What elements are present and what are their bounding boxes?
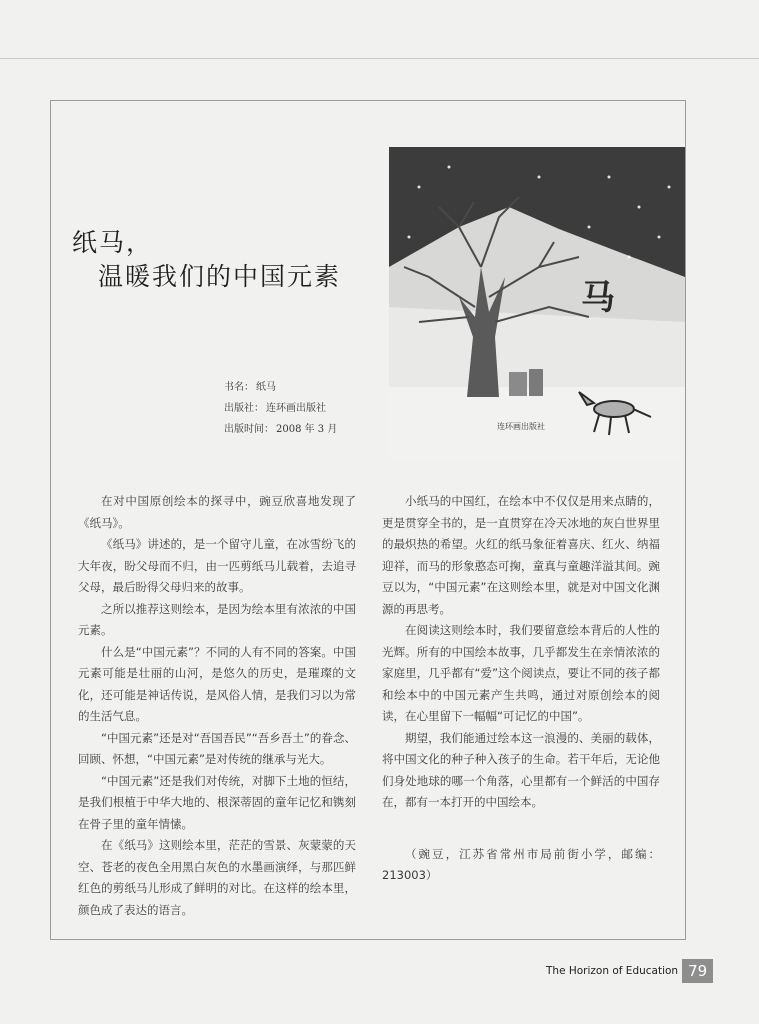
- book-info-label: 出版时间：: [224, 424, 274, 435]
- page-footer: [546, 957, 713, 984]
- book-info-row: [224, 419, 337, 440]
- body-column-right: [382, 491, 660, 887]
- book-cover-image: [389, 147, 685, 461]
- book-info-value: 纸马: [256, 382, 276, 393]
- cover-title: 马: [581, 278, 615, 318]
- book-info-value: 2008 年 3 月: [276, 424, 338, 435]
- paragraph: “中国元素”还是对“吾国吾民”“吾乡吾土”的眷念、回顾、怀想，“中国元素”是对传统的继承与光大。: [78, 730, 356, 766]
- paragraph: 在《纸马》这则绘本里，茫茫的雪景、灰蒙蒙的天空、苍老的夜色全用黑白灰色的水墨画演绎，与那匹鲜红色的剪纸马儿形成了鲜明的对比。在这样的绘本里，颜色成了表达的语言。: [78, 838, 356, 917]
- body-column-left: [78, 491, 356, 921]
- article-title: [72, 226, 341, 294]
- book-info-row: [224, 377, 337, 398]
- journal-name: The Horizon of Education: [546, 964, 679, 977]
- page-number: 79: [682, 959, 713, 983]
- book-info-label: 书名：: [224, 382, 254, 393]
- paragraph: 在对中国原创绘本的探寻中，豌豆欣喜地发现了《纸马》。: [78, 494, 356, 530]
- book-info-value: 连环画出版社: [266, 403, 326, 414]
- title-line-1: 纸马，: [72, 228, 154, 257]
- book-cover-illustration: [389, 147, 685, 461]
- book-info-row: [224, 398, 337, 419]
- author-note: （豌豆，江苏省常州市局前街小学，邮编：213003）: [382, 846, 660, 882]
- paragraph: 小纸马的中国红，在绘本中不仅仅是用来点睛的，更是贯穿全书的，是一直贯穿在冷天冰地的灰白世界里的最炽热的希望。火红的纸马象征着喜庆、红火、纳福迎祥，而马的形象憨态可掬，童真与童趣洋溢其间。豌豆以为，“中国元素”在这则绘本里，就是对中国文化渊源的再思考。: [382, 494, 660, 616]
- paragraph: 《纸马》讲述的，是一个留守儿童，在冰雪纷飞的大年夜，盼父母而不归，由一匹剪纸马儿载着，去追寻父母，最后盼得父母归来的故事。: [78, 537, 356, 594]
- paragraph: 之所以推荐这则绘本，是因为绘本里有浓浓的中国元素。: [78, 601, 356, 637]
- title-line-2: 温暖我们的中国元素: [98, 262, 342, 291]
- paragraph: 什么是“中国元素”？不同的人有不同的答案。中国元素可能是壮丽的山河，是悠久的历史，是璀璨的文化，还可能是神话传说，是风俗人情，是我们习以为常的生活气息。: [78, 644, 356, 723]
- paragraph: 在阅读这则绘本时，我们要留意绘本背后的人性的光辉。所有的中国绘本故事，几乎都发生在亲情浓浓的家庭里，几乎都有“爱”这个阅读点，要让不同的孩子都和绘本中的中国元素产生共鸣，通过对原创绘本的阅读，在心里留下一幅幅“可记忆的中国”。: [382, 623, 660, 723]
- book-info: [224, 377, 337, 440]
- paragraph: 期望，我们能通过绘本这一浪漫的、美丽的载体，将中国文化的种子种入孩子的生命。若干年后，无论他们身处地球的哪一个角落，心里都有一个鲜活的中国存在，都有一本打开的中国绘本。: [382, 730, 660, 809]
- book-info-label: 出版社：: [224, 403, 264, 414]
- top-rule: [0, 58, 759, 59]
- cover-publisher: 连环画出版社: [497, 422, 545, 431]
- paragraph: “中国元素”还是我们对传统，对脚下土地的恒结，是我们根植于中华大地的、根深蒂固的童年记忆和镌刻在骨子里的童年情愫。: [78, 773, 356, 831]
